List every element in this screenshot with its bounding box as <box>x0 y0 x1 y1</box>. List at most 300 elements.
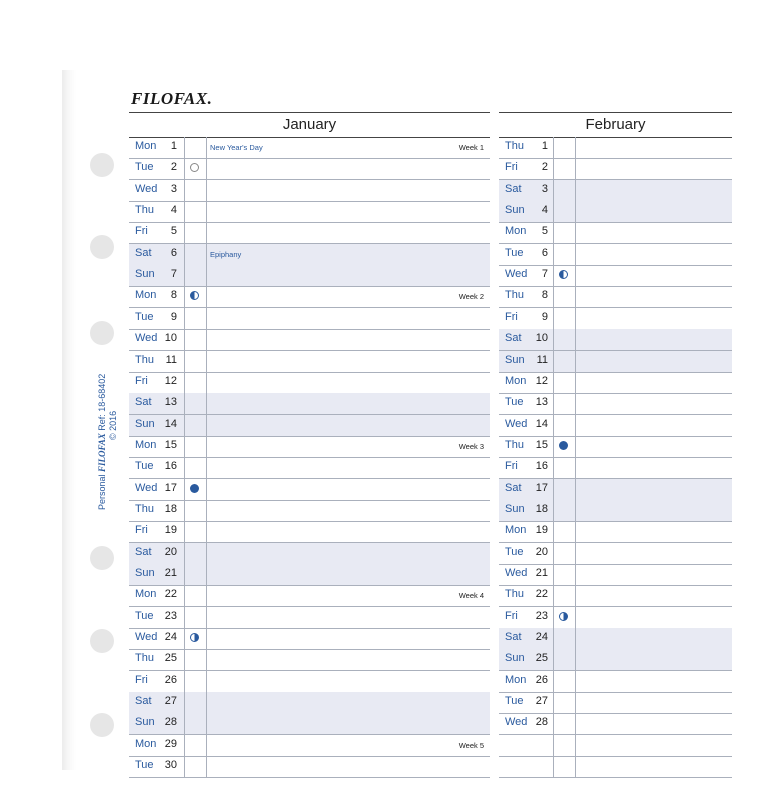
day-number: 13 <box>164 396 177 409</box>
day-name: Wed <box>505 716 528 729</box>
column-divider <box>206 393 207 415</box>
day-row[interactable] <box>499 457 732 479</box>
day-number: 18 <box>164 502 177 515</box>
punch-hole <box>90 153 114 177</box>
day-number: 10 <box>164 332 177 345</box>
day-name: Thu <box>505 438 524 451</box>
column-divider <box>206 180 207 202</box>
column-divider <box>184 137 185 159</box>
day-number: 14 <box>535 417 548 430</box>
column-divider <box>184 457 185 479</box>
filofax-logo: FILOFAX. <box>131 89 213 108</box>
column-divider <box>575 436 576 458</box>
day-name: Fri <box>505 310 518 323</box>
column-divider <box>575 735 576 757</box>
column-divider <box>206 329 207 351</box>
column-divider <box>575 521 576 543</box>
column-divider <box>184 265 185 287</box>
day-name: Mon <box>505 673 527 686</box>
column-divider <box>575 564 576 586</box>
column-divider <box>184 649 185 671</box>
week-label: Week 4 <box>458 591 484 601</box>
column-divider <box>184 628 185 650</box>
column-divider <box>553 137 554 159</box>
column-divider <box>575 265 576 287</box>
day-name: Sat <box>135 545 152 558</box>
day-name: Sat <box>505 631 522 644</box>
column-divider <box>206 436 207 458</box>
column-divider <box>206 201 207 223</box>
day-name: Fri <box>135 673 148 686</box>
day-name: Mon <box>135 289 157 302</box>
week-label: Week 1 <box>458 143 484 152</box>
day-name: Thu <box>135 353 154 366</box>
punch-hole <box>90 713 114 737</box>
day-row[interactable] <box>129 564 490 586</box>
column-divider <box>206 500 207 522</box>
day-name: Sun <box>505 353 525 366</box>
column-divider <box>575 244 576 266</box>
week-label: Week 2 <box>458 292 484 302</box>
day-name: Tue <box>505 246 524 259</box>
day-number: 5 <box>170 225 177 238</box>
column-divider <box>184 564 185 586</box>
day-row[interactable] <box>499 649 732 671</box>
column-divider <box>206 585 207 607</box>
day-number: 22 <box>535 588 548 601</box>
column-divider <box>553 543 554 565</box>
column-divider <box>206 308 207 330</box>
column-divider <box>184 308 185 330</box>
day-row[interactable] <box>499 222 732 244</box>
day-name: Sat <box>135 695 152 708</box>
day-name: Sun <box>135 567 155 579</box>
column-divider <box>553 692 554 714</box>
column-divider <box>206 286 207 308</box>
day-row[interactable] <box>499 351 732 373</box>
column-divider <box>184 543 185 565</box>
day-row[interactable] <box>499 756 732 778</box>
column-divider <box>553 286 554 308</box>
moon-full-icon <box>190 484 199 493</box>
column-divider <box>184 692 185 714</box>
column-divider <box>575 585 576 607</box>
day-row[interactable] <box>129 628 490 650</box>
column-divider <box>206 543 207 565</box>
column-divider <box>553 756 554 778</box>
column-divider <box>553 713 554 735</box>
column-divider <box>184 201 185 223</box>
column-divider <box>184 436 185 458</box>
column-divider <box>553 585 554 607</box>
day-row[interactable] <box>499 500 732 522</box>
day-name: Tue <box>135 759 154 772</box>
column-divider <box>184 372 185 394</box>
column-divider <box>206 479 207 501</box>
day-row[interactable] <box>129 180 490 202</box>
day-number: 21 <box>164 567 177 579</box>
day-row[interactable] <box>499 286 732 308</box>
day-row[interactable] <box>129 756 490 778</box>
day-name: Sun <box>135 417 155 430</box>
day-number: 7 <box>170 268 177 281</box>
column-divider <box>575 308 576 330</box>
column-divider <box>206 628 207 650</box>
day-row[interactable] <box>129 308 490 330</box>
moon-last-icon <box>190 291 199 300</box>
day-row[interactable] <box>499 692 732 714</box>
day-row[interactable] <box>499 436 732 458</box>
day-number: 16 <box>164 460 177 473</box>
column-divider <box>553 158 554 180</box>
day-name: Sat <box>505 481 522 494</box>
column-divider <box>553 201 554 223</box>
punch-hole <box>90 546 114 570</box>
day-row[interactable] <box>129 244 490 266</box>
month-january <box>129 112 490 138</box>
column-divider <box>206 756 207 778</box>
day-row[interactable] <box>499 564 732 586</box>
column-divider <box>575 329 576 351</box>
column-divider <box>184 479 185 501</box>
page-edge-shadow <box>62 70 76 770</box>
day-name: Sun <box>505 652 525 665</box>
column-divider <box>553 564 554 586</box>
column-divider <box>553 244 554 266</box>
day-row[interactable] <box>129 607 490 629</box>
day-row[interactable] <box>129 137 490 159</box>
moon-first-icon <box>559 612 568 621</box>
day-name: Tue <box>135 460 154 473</box>
column-divider <box>575 500 576 522</box>
day-row[interactable] <box>499 372 732 394</box>
day-row[interactable] <box>499 265 732 287</box>
column-divider <box>575 649 576 671</box>
day-number: 12 <box>164 374 177 387</box>
column-divider <box>184 180 185 202</box>
day-row[interactable] <box>499 713 732 735</box>
day-row[interactable] <box>499 479 732 501</box>
day-number: 18 <box>535 502 548 515</box>
day-number: 8 <box>541 289 548 302</box>
day-number: 30 <box>164 759 177 772</box>
day-name: Wed <box>505 567 528 579</box>
day-row[interactable] <box>129 457 490 479</box>
day-name: Mon <box>135 737 157 750</box>
week-label: Week 5 <box>458 740 484 750</box>
column-divider <box>575 137 576 159</box>
day-number: 9 <box>170 310 177 323</box>
column-divider <box>184 500 185 522</box>
column-divider <box>553 649 554 671</box>
column-divider <box>553 436 554 458</box>
day-row[interactable] <box>129 692 490 714</box>
column-divider <box>206 457 207 479</box>
day-number: 24 <box>164 631 177 644</box>
day-name: Wed <box>505 268 528 281</box>
day-number: 23 <box>535 609 548 622</box>
day-row[interactable] <box>499 415 732 437</box>
day-name: Sat <box>135 246 152 259</box>
day-number: 19 <box>164 524 177 537</box>
day-name: Tue <box>135 310 154 323</box>
column-divider <box>184 351 185 373</box>
day-number: 28 <box>164 716 177 729</box>
column-divider <box>553 351 554 373</box>
day-name: Tue <box>135 609 154 622</box>
column-divider <box>553 479 554 501</box>
day-name: Sat <box>505 182 522 195</box>
day-name: Wed <box>135 631 158 644</box>
column-divider <box>184 607 185 629</box>
column-divider <box>184 735 185 757</box>
column-divider <box>575 671 576 693</box>
day-row[interactable] <box>129 521 490 543</box>
column-divider <box>184 671 185 693</box>
moon-full-icon <box>559 441 568 450</box>
day-row[interactable] <box>129 351 490 373</box>
column-divider <box>184 521 185 543</box>
column-divider <box>553 393 554 415</box>
day-row[interactable] <box>129 671 490 693</box>
day-name: Mon <box>135 140 157 152</box>
day-number: 24 <box>535 631 548 644</box>
day-number: 20 <box>535 545 548 558</box>
day-name: Thu <box>135 502 154 515</box>
day-name: Fri <box>135 225 148 238</box>
day-name: Mon <box>505 524 527 537</box>
day-row[interactable] <box>129 543 490 565</box>
day-row[interactable] <box>129 158 490 180</box>
day-row[interactable] <box>129 735 490 757</box>
day-number: 25 <box>164 652 177 665</box>
day-number: 23 <box>164 609 177 622</box>
day-row[interactable] <box>499 671 732 693</box>
day-row[interactable] <box>499 180 732 202</box>
day-row[interactable] <box>499 158 732 180</box>
day-name: Mon <box>505 225 527 238</box>
week-label: Week 3 <box>458 441 484 451</box>
column-divider <box>184 756 185 778</box>
column-divider <box>206 244 207 266</box>
column-divider <box>553 671 554 693</box>
day-name: Sun <box>135 268 155 281</box>
day-number: 27 <box>535 695 548 708</box>
column-divider <box>575 158 576 180</box>
day-name: Sun <box>135 716 155 729</box>
day-number: 28 <box>535 716 548 729</box>
day-row[interactable] <box>499 393 732 415</box>
day-row[interactable] <box>129 436 490 458</box>
column-divider <box>206 137 207 159</box>
column-divider <box>575 692 576 714</box>
day-name: Mon <box>135 588 157 601</box>
day-number: 16 <box>535 460 548 473</box>
day-row[interactable] <box>499 329 732 351</box>
day-row[interactable] <box>129 265 490 287</box>
day-number: 15 <box>164 438 177 451</box>
day-number: 9 <box>541 310 548 323</box>
punch-hole <box>90 629 114 653</box>
column-divider <box>575 393 576 415</box>
column-divider <box>575 201 576 223</box>
column-divider <box>184 713 185 735</box>
day-name: Thu <box>505 140 524 152</box>
column-divider <box>206 649 207 671</box>
day-name: Mon <box>135 438 157 451</box>
day-name: Wed <box>135 481 158 494</box>
day-row[interactable] <box>499 308 732 330</box>
day-row[interactable] <box>499 543 732 565</box>
holiday-note: Epiphany <box>210 249 242 259</box>
day-number: 4 <box>170 204 177 217</box>
day-number: 10 <box>535 332 548 345</box>
day-row[interactable] <box>129 585 490 607</box>
day-name: Wed <box>135 332 158 345</box>
day-number: 1 <box>170 140 177 152</box>
day-row[interactable] <box>129 479 490 501</box>
month-title: January <box>282 116 337 133</box>
day-number: 15 <box>535 438 548 451</box>
day-number: 2 <box>170 161 177 174</box>
column-divider <box>553 628 554 650</box>
day-number: 4 <box>541 204 548 217</box>
day-number: 3 <box>541 182 548 195</box>
day-number: 19 <box>535 524 548 537</box>
column-divider <box>575 222 576 244</box>
day-row[interactable] <box>499 628 732 650</box>
column-divider <box>575 351 576 373</box>
column-divider <box>575 713 576 735</box>
day-name: Tue <box>135 161 154 174</box>
day-row[interactable] <box>129 286 490 308</box>
column-divider <box>206 671 207 693</box>
punch-hole <box>90 235 114 259</box>
day-row[interactable] <box>499 585 732 607</box>
day-name: Sat <box>505 332 522 345</box>
day-row[interactable] <box>129 713 490 735</box>
day-name: Fri <box>135 374 148 387</box>
column-divider <box>575 479 576 501</box>
day-number: 8 <box>170 289 177 302</box>
day-row[interactable] <box>129 372 490 394</box>
day-number: 26 <box>535 673 548 686</box>
column-divider <box>184 158 185 180</box>
day-name: Tue <box>505 396 524 409</box>
column-divider <box>553 308 554 330</box>
punch-hole <box>90 321 114 345</box>
column-divider <box>206 521 207 543</box>
day-row[interactable] <box>499 735 732 757</box>
day-number: 5 <box>541 225 548 238</box>
column-divider <box>553 180 554 202</box>
moon-new-icon <box>190 163 199 172</box>
day-row[interactable] <box>129 500 490 522</box>
day-number: 12 <box>535 374 548 387</box>
month-february <box>499 112 732 138</box>
column-divider <box>206 372 207 394</box>
day-number: 11 <box>536 353 548 366</box>
column-divider <box>184 244 185 266</box>
day-name: Thu <box>135 652 154 665</box>
day-row[interactable] <box>499 607 732 629</box>
side-imprint <box>97 374 119 510</box>
column-divider <box>184 286 185 308</box>
column-divider <box>184 393 185 415</box>
day-number: 20 <box>164 545 177 558</box>
column-divider <box>184 415 185 437</box>
column-divider <box>206 564 207 586</box>
column-divider <box>553 735 554 757</box>
column-divider <box>206 713 207 735</box>
day-name: Mon <box>505 374 527 387</box>
month-title: February <box>585 116 646 133</box>
day-number: 17 <box>535 481 548 494</box>
column-divider <box>206 351 207 373</box>
column-divider <box>553 222 554 244</box>
day-number: 22 <box>164 588 177 601</box>
day-row[interactable] <box>499 137 732 159</box>
column-divider <box>575 286 576 308</box>
day-row[interactable] <box>129 393 490 415</box>
day-number: 26 <box>164 673 177 686</box>
day-number: 2 <box>541 161 548 174</box>
column-divider <box>575 415 576 437</box>
day-number: 21 <box>535 567 548 579</box>
column-divider <box>206 415 207 437</box>
column-divider <box>206 222 207 244</box>
day-number: 11 <box>165 353 177 366</box>
day-name: Tue <box>505 545 524 558</box>
column-divider <box>184 585 185 607</box>
day-row[interactable] <box>129 201 490 223</box>
imprint-brand: FILOFAX <box>97 433 107 472</box>
day-row[interactable] <box>129 649 490 671</box>
day-row[interactable] <box>129 415 490 437</box>
column-divider <box>206 265 207 287</box>
column-divider <box>206 158 207 180</box>
holiday-note: New Year's Day <box>210 143 263 152</box>
imprint-ref: Ref: 18-68402 <box>97 373 107 431</box>
column-divider <box>575 372 576 394</box>
day-row[interactable] <box>499 244 732 266</box>
day-row[interactable] <box>499 521 732 543</box>
column-divider <box>575 607 576 629</box>
column-divider <box>553 372 554 394</box>
day-name: Fri <box>135 524 148 537</box>
day-name: Thu <box>505 289 524 302</box>
column-divider <box>575 543 576 565</box>
imprint-line1: Personal <box>97 474 107 510</box>
column-divider <box>206 692 207 714</box>
day-number: 7 <box>541 268 548 281</box>
day-number: 6 <box>170 246 177 259</box>
day-name: Sun <box>505 502 525 515</box>
column-divider <box>575 180 576 202</box>
day-number: 1 <box>541 140 548 152</box>
day-name: Thu <box>135 204 154 217</box>
column-divider <box>206 735 207 757</box>
day-number: 25 <box>535 652 548 665</box>
day-row[interactable] <box>499 201 732 223</box>
column-divider <box>553 607 554 629</box>
day-number: 29 <box>164 737 177 750</box>
day-row[interactable] <box>129 222 490 244</box>
moon-first-icon <box>190 633 199 642</box>
day-name: Wed <box>505 417 528 430</box>
day-name: Tue <box>505 695 524 708</box>
day-row[interactable] <box>129 329 490 351</box>
